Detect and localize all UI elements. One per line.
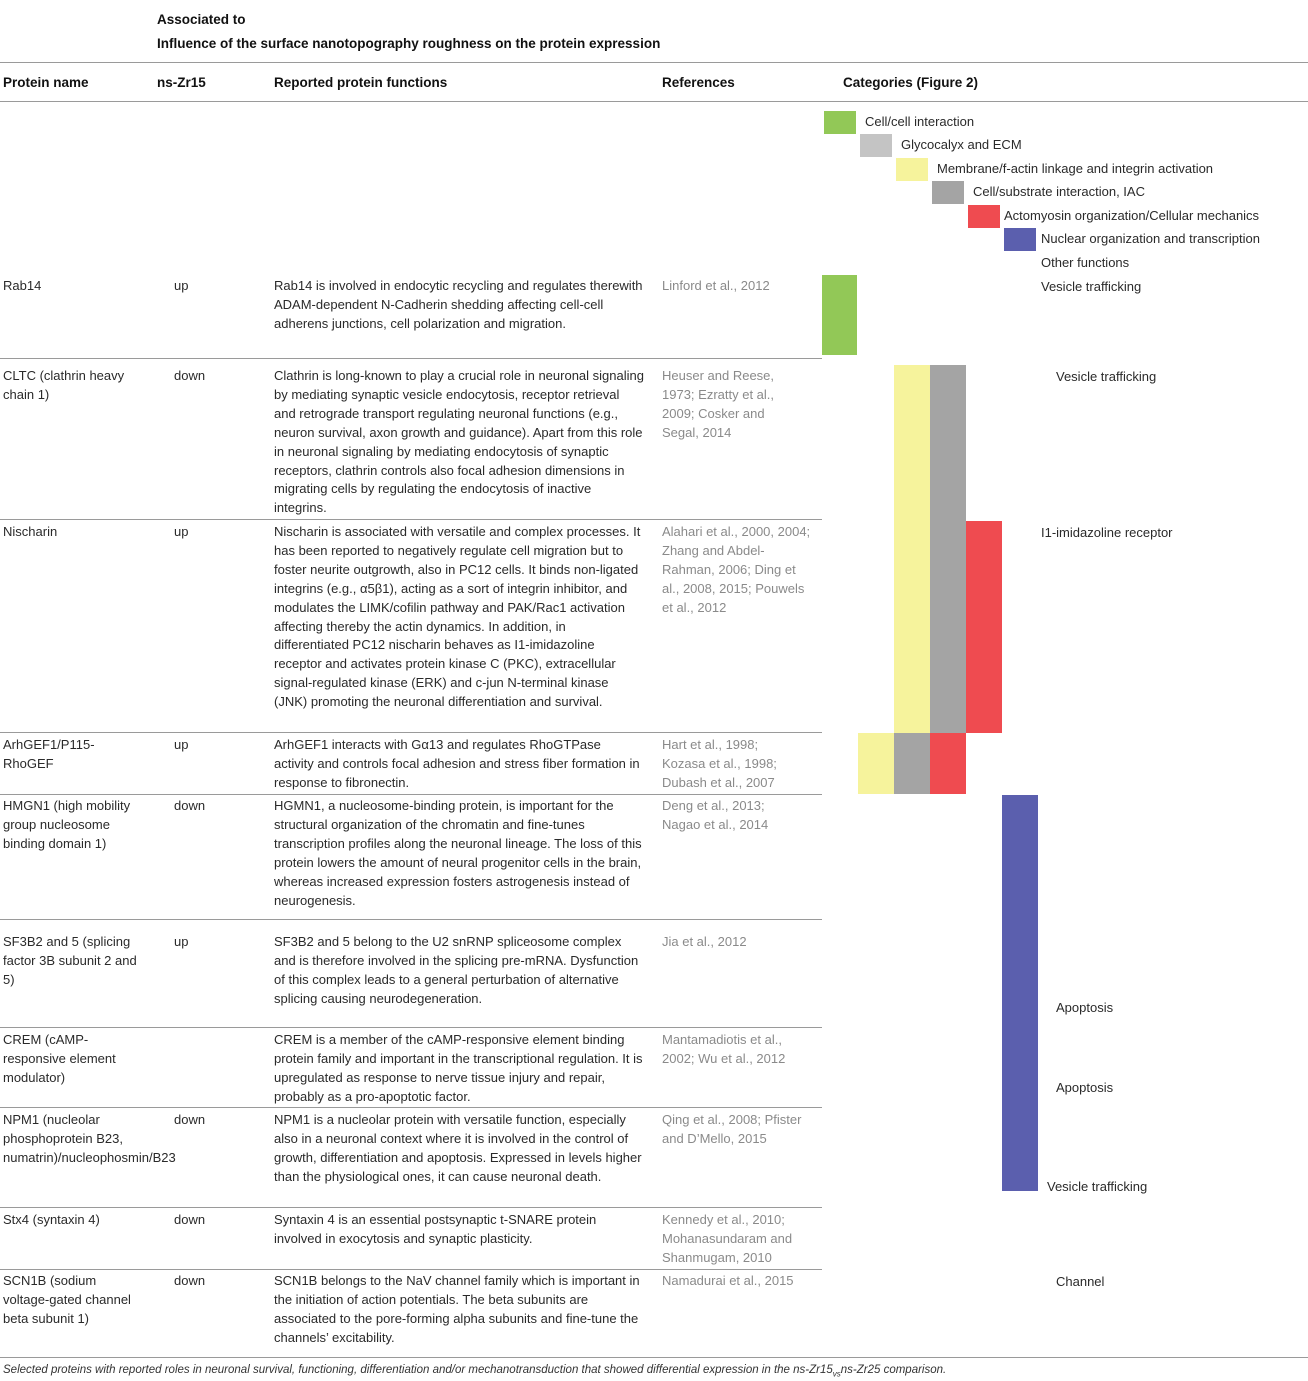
category-bar-membrane — [858, 733, 894, 794]
references: Mantamadiotis et al., 2002; Wu et al., 2012 — [662, 1032, 786, 1066]
references: Linford et al., 2012 — [662, 278, 770, 293]
other-function: Channel — [1056, 1274, 1105, 1289]
protein-name: NPM1 (nucleolar phosphoprotein B23, numatrin)/nucleophosmin/B23 — [3, 1112, 176, 1165]
header-influence: Influence of the surface nanotopography roughness on the protein expression — [157, 36, 661, 51]
regulation: up — [174, 278, 189, 293]
references: Heuser and Reese, 1973; Ezratty et al., 2009; Cosker and Segal, 2014 — [662, 368, 775, 440]
regulation: down — [174, 368, 206, 383]
protein-name: CLTC (clathrin heavy chain 1) — [3, 368, 125, 402]
row-divider — [0, 919, 822, 920]
row-divider — [0, 1107, 822, 1108]
references: Deng et al., 2013; Nagao et al., 2014 — [662, 798, 769, 832]
caption-sub: vs — [832, 1369, 841, 1379]
regulation: down — [174, 1112, 206, 1127]
col-header-regulation: ns-Zr15 — [157, 75, 206, 90]
protein-function: Clathrin is long-known to play a crucial role in neuronal signaling by mediating synaptic vesicle endocytosis, receptor retrieval and retrograde transport regulating neuronal functions (e.g., neuron survival, axon growth and guidance). Apart from this role in neuronal signaling by mediating endocytosis of synaptic receptors, clathrin controls also focal adhesion dimensions in migrating cells by regulating the endocytosis of inactive integrins. — [274, 368, 644, 516]
row-divider — [0, 794, 822, 795]
protein-name: CREM (cAMP-responsive element modulator) — [3, 1032, 116, 1085]
references: Qing et al., 2008; Pfister and D’Mello, 2015 — [662, 1112, 802, 1146]
protein-name: SCN1B (sodium voltage-gated channel beta subunit 1) — [3, 1273, 131, 1326]
protein-name: Nischarin — [3, 524, 58, 539]
category-bar-nuclear — [1002, 795, 1038, 1191]
legend-label: Glycocalyx and ECM — [901, 137, 1022, 152]
protein-name: HMGN1 (high mobility group nucleosome binding domain 1) — [3, 798, 131, 851]
legend-label: Nuclear organization and transcription — [1041, 231, 1260, 246]
protein-function: Rab14 is involved in endocytic recycling and regulates therewith ADAM-dependent N-Cadherin shedding affecting cell-cell adherens junctions, cell polarization and migration. — [274, 278, 643, 331]
protein-function: Syntaxin 4 is an essential postsynaptic t-SNARE protein involved in exocytosis and synaptic plasticity. — [274, 1212, 597, 1246]
category-bar-actomyosin — [966, 521, 1002, 733]
header-associated: Associated to — [157, 12, 246, 27]
legend-label: Other functions — [1041, 255, 1130, 270]
row-divider — [0, 732, 822, 733]
other-function: Apoptosis — [1056, 1000, 1114, 1015]
legend-swatch-nuclear — [1004, 228, 1036, 251]
category-bar-substrate — [894, 733, 930, 794]
protein-function: NPM1 is a nucleolar protein with versatile function, especially also in a neuronal context where it is involved in the control of growth, differentiation and apoptosis. Expressed in levels higher than the physiological ones, it can cause neuronal death. — [274, 1112, 642, 1184]
references: Jia et al., 2012 — [662, 934, 747, 949]
references: Kennedy et al., 2010; Mohanasundaram and Shanmugam, 2010 — [662, 1212, 793, 1265]
col-header-protein: Protein name — [3, 75, 89, 90]
category-bar-actomyosin — [930, 733, 966, 794]
protein-name: Stx4 (syntaxin 4) — [3, 1212, 100, 1227]
references: Namadurai et al., 2015 — [662, 1273, 794, 1288]
divider — [0, 101, 1308, 102]
legend-swatch-glycocalyx — [860, 134, 892, 157]
row-divider — [0, 358, 822, 359]
regulation: up — [174, 737, 189, 752]
col-header-categories: Categories (Figure 2) — [843, 75, 979, 90]
col-header-functions: Reported protein functions — [274, 75, 448, 90]
legend-swatch-actomyosin — [968, 205, 1000, 228]
protein-function: CREM is a member of the cAMP-responsive element binding protein family and important in the transcriptional regulation. It is upregulated as response to nerve tissue injury and repair, probably as a pro-apoptotic factor. — [274, 1032, 643, 1104]
other-function: Vesicle trafficking — [1056, 369, 1157, 384]
col-header-references: References — [662, 75, 735, 90]
other-function: Vesicle trafficking — [1041, 279, 1142, 294]
regulation: down — [174, 1212, 206, 1227]
category-bar-membrane — [894, 365, 930, 733]
references: Alahari et al., 2000, 2004; Zhang and Abdel-Rahman, 2006; Ding et al., 2008, 2015; Pouwels et al., 2012 — [662, 524, 811, 615]
category-bar-cell-cell — [822, 275, 857, 355]
regulation: down — [174, 1273, 206, 1288]
references: Hart et al., 1998; Kozasa et al., 1998; Dubash et al., 2007 — [662, 737, 777, 790]
divider — [0, 62, 1308, 63]
other-function: Apoptosis — [1056, 1080, 1114, 1095]
caption-after: ns-Zr25 comparison. — [840, 1364, 947, 1376]
protein-function: SCN1B belongs to the NaV channel family which is important in the initiation of action potentials. The beta subunits are associated to the pore-forming alpha subunits and fine-tune the channels’ excitability. — [274, 1273, 640, 1345]
legend-swatch-membrane — [896, 158, 928, 181]
row-divider — [0, 1207, 822, 1208]
caption-before: Selected proteins with reported roles in neuronal survival, functioning, differentiation and/or mechanotransduction that showed differential expression in the ns-Zr15 — [3, 1364, 833, 1376]
regulation: down — [174, 798, 206, 813]
legend-label: Actomyosin organization/Cellular mechanics — [1004, 208, 1260, 223]
regulation: up — [174, 524, 189, 539]
legend-label: Cell/substrate interaction, IAC — [973, 184, 1145, 199]
other-function: I1-imidazoline receptor — [1041, 525, 1173, 540]
legend-swatch-substrate — [932, 181, 964, 204]
legend-label: Cell/cell interaction — [865, 114, 975, 129]
protein-function: ArhGEF1 interacts with Gα13 and regulates RhoGTPase activity and controls focal adhesion and stress fiber formation in response to fibronectin. — [274, 737, 640, 790]
protein-function: HGMN1, a nucleosome-binding protein, is important for the structural organization of the chromatin and fine-tunes transcription profiles along the neuronal lineage. The loss of this protein lowers the amount of neural progenitor cells in the brain, whereas increased expression fosters astrogenesis instead of neurogenesis. — [274, 798, 642, 908]
protein-function: Nischarin is associated with versatile and complex processes. It has been reported to negatively regulate cell migration but to foster neurite outgrowth, also in PC12 cells. It binds non-ligated integrins (e.g., α5β1), acting as a sort of integrin inhibitor, and modulates the LIMK/cofilin pathway and PAK/Rac1 activation affecting thereby the actin dynamics. In addition, in differentiated PC12 nischarin behaves as I1-imidazoline receptor and activates protein kinase C (PKC), extracellular signal-regulated kinase (ERK) and c-jun N-terminal kinase (JNK) promoting the neuronal differentiation and survival. — [274, 524, 641, 710]
legend-swatch-cell-cell — [824, 111, 856, 134]
protein-name: SF3B2 and 5 (splicing factor 3B subunit 2 and 5) — [3, 934, 137, 987]
divider — [0, 1357, 1308, 1358]
category-bar-substrate — [930, 365, 966, 733]
row-divider — [0, 1269, 822, 1270]
table-caption — [3, 1364, 946, 1378]
row-divider — [0, 519, 822, 520]
legend-label: Membrane/f-actin linkage and integrin activation — [937, 161, 1214, 176]
regulation: up — [174, 934, 189, 949]
protein-name: Rab14 — [3, 278, 42, 293]
protein-name: ArhGEF1/P115-RhoGEF — [3, 737, 95, 771]
protein-function: SF3B2 and 5 belong to the U2 snRNP spliceosome complex and is therefore involved in the splicing pre-mRNA. Dysfunction of this complex leads to a general perturbation of alternative splicing causing neurodegeneration. — [274, 934, 639, 1006]
other-function: Vesicle trafficking — [1047, 1179, 1148, 1194]
row-divider — [0, 1027, 822, 1028]
